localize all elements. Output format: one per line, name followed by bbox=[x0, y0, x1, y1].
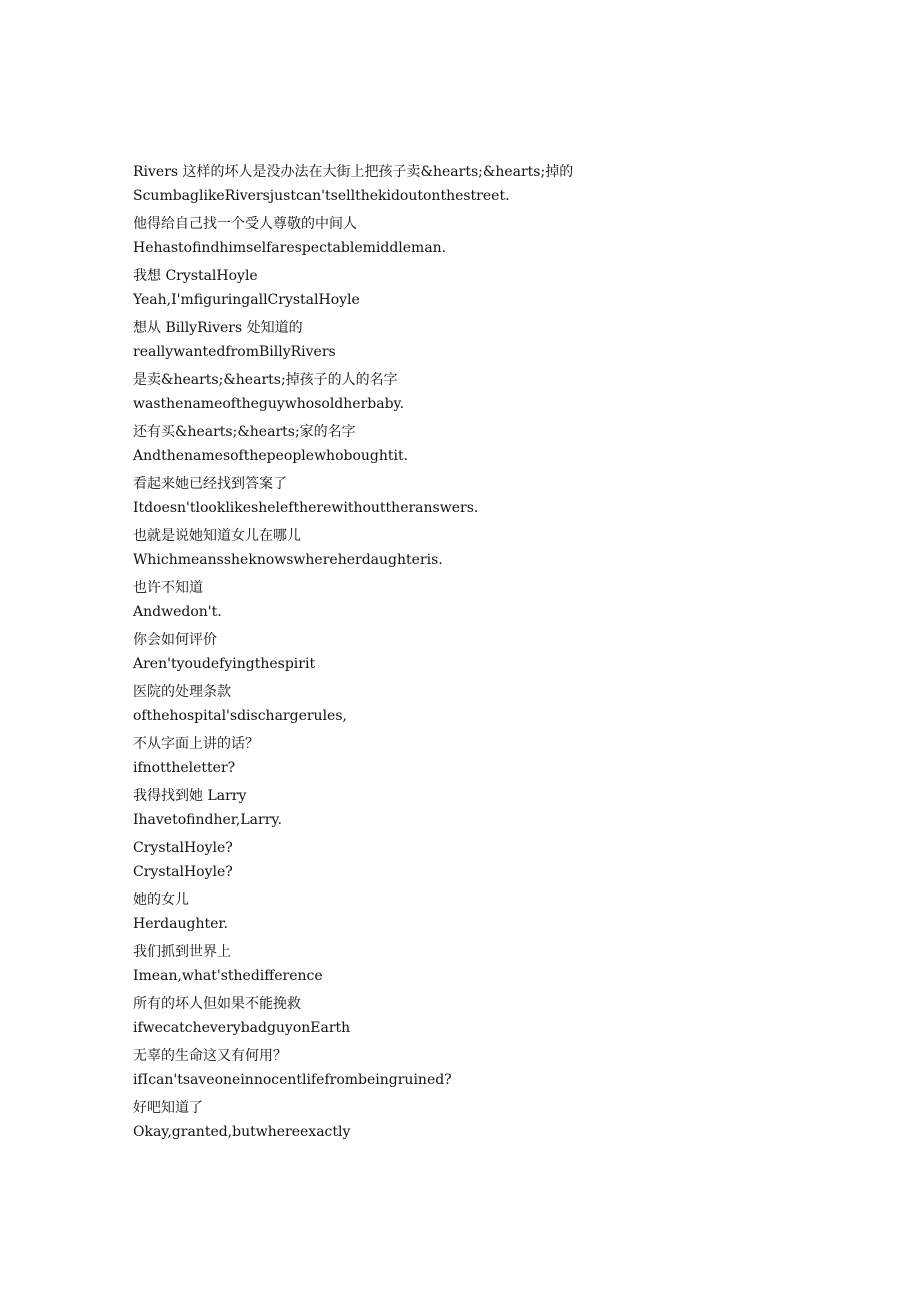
subtitle-line-en: ifIcan'tsaveoneinnocentlifefrombeingruined? bbox=[133, 1072, 452, 1088]
subtitle-line-en: Ihavetofindher,Larry. bbox=[133, 812, 282, 828]
subtitle-line-en: Itdoesn'tlooklikesheleftherewithouttheranswers. bbox=[133, 500, 479, 516]
subtitle-line-zh: 也就是说她知道女儿在哪儿 bbox=[133, 528, 301, 544]
subtitle-line-en: Hehastofindhimselfarespectablemiddleman. bbox=[133, 240, 447, 256]
subtitle-line-en: Aren'tyoudefyingthespirit bbox=[133, 656, 316, 672]
subtitle-line-zh: 不从字面上讲的话？ bbox=[133, 736, 259, 752]
subtitle-line-zh: 也许不知道 bbox=[133, 580, 203, 596]
subtitle-line-zh: 无辜的生命这又有何用？ bbox=[133, 1048, 287, 1064]
subtitle-line-zh: 医院的处理条款 bbox=[133, 684, 231, 700]
subtitle-line-en: ScumbaglikeRiversjustcan'tsellthekidoutonthestreet. bbox=[133, 188, 510, 204]
subtitle-line-en: wasthenameoftheguywhosoldherbaby. bbox=[133, 396, 405, 412]
subtitle-line-zh: 你会如何评价 bbox=[133, 632, 217, 648]
subtitle-line-zh: CrystalHoyle? bbox=[133, 840, 233, 856]
subtitle-line-zh: Rivers 这样的坏人是没办法在大街上把孩子卖&hearts;&hearts;掉的 bbox=[133, 164, 574, 180]
subtitle-line-en: Okay,granted,butwhereexactly bbox=[133, 1124, 351, 1140]
subtitle-line-zh: 他得给自己找一个受人尊敬的中间人 bbox=[133, 216, 357, 232]
subtitle-line-zh: 所有的坏人但如果不能挽救 bbox=[133, 996, 301, 1012]
subtitle-line-en: CrystalHoyle? bbox=[133, 864, 233, 880]
subtitle-line-zh: 是卖&hearts;&hearts;掉孩子的人的名字 bbox=[133, 372, 398, 388]
subtitle-line-en: ifwecatcheverybadguyonEarth bbox=[133, 1020, 351, 1036]
subtitle-line-en: Herdaughter. bbox=[133, 916, 229, 932]
subtitle-line-en: Andthenamesofthepeoplewhoboughtit. bbox=[133, 448, 409, 464]
subtitle-document bbox=[133, 160, 833, 1144]
subtitle-line-en: ofthehospital'sdischargerules, bbox=[133, 708, 347, 724]
subtitle-line-zh: 我得找到她 Larry bbox=[133, 788, 247, 804]
subtitle-line-zh: 我想 CrystalHoyle bbox=[133, 268, 258, 284]
subtitle-line-en: Andwedon't. bbox=[133, 604, 222, 620]
subtitle-line-en: reallywantedfromBillyRivers bbox=[133, 344, 336, 360]
subtitle-line-zh: 好吧知道了 bbox=[133, 1100, 203, 1116]
subtitle-line-zh: 她的女儿 bbox=[133, 892, 189, 908]
subtitle-line-en: ifnottheletter? bbox=[133, 760, 236, 776]
subtitle-line-zh: 想从 BillyRivers 处知道的 bbox=[133, 320, 303, 336]
subtitle-line-en: Whichmeanssheknowswhereherdaughteris. bbox=[133, 552, 443, 568]
subtitle-line-zh: 我们抓到世界上 bbox=[133, 944, 231, 960]
subtitle-line-en: Imean,what'sthedifference bbox=[133, 968, 323, 984]
subtitle-line-en: Yeah,I'mfiguringallCrystalHoyle bbox=[133, 292, 360, 308]
subtitle-line-zh: 还有买&hearts;&hearts;家的名字 bbox=[133, 424, 356, 440]
subtitle-line-zh: 看起来她已经找到答案了 bbox=[133, 476, 287, 492]
